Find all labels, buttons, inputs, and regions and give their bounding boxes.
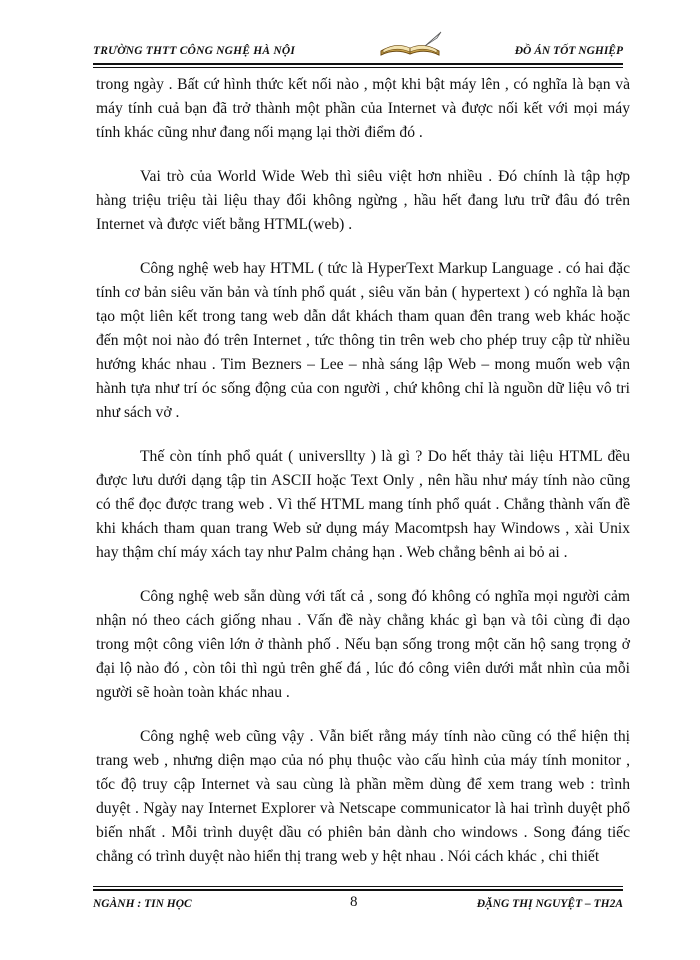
paragraph-3: Công nghệ web hay HTML ( tức là HyperText Markup Language . có hai đặc tính cơ bản siêu văn bản và tính phổ quát , siêu văn bản ( hypertext ) có nghĩa là bạn tạo một liên kết trong tang web dẫn dắt khách tham quan đên trang web khác hoặc đến một noi nào đó trên Internet , tức thông tin trên web cho phép truy cập từ nhiều hướng khác nhau . Tim Bezners – Lee – nhà sáng lập Web – mong muốn web vận hành tựa như trí óc sống động của con người , chứ không chỉ là nguồn dữ liệu vô tri như sách vở .	[96, 260, 630, 421]
footer-rule	[93, 889, 623, 891]
paragraph-4: Thế còn tính phổ quát ( universllty ) là gì ? Do hết thảy tài liệu HTML đều được lưu dưới dạng tập tin ASCII hoặc Text Only , nên hầu như máy tính nào cũng có thể đọc được trang web . Vì thế HTML mang tính phổ quát . Chẳng thành vấn đề khi khách tham quan trang Web sử dụng máy Macomtpsh hay Windows , xài Unix hay thậm chí máy xách tay như Palm chảng hạn . Web chẳng bênh ai bỏ ai .	[96, 448, 630, 561]
paragraph-1: trong ngày . Bất cứ hình thức kết nối nào , một khi bật máy lên , có nghĩa là bạn và máy tính cuả bạn đã trở thành một phần của Internet và được nối kết với mọi máy tính khác cũng như đang nối mạng lại thời điểm đó .	[96, 76, 630, 141]
paragraph-5: Công nghệ web sẵn dùng với tất cả , song đó không có nghĩa mọi người cảm nhận nó theo cách giống nhau . Vấn đề này chẳng khác gì bạn và tôi cùng đi dạo trong một công viên lớn ở thành phố . Nếu bạn sống trong một căn hộ sang trọng ở đại lộ nào đó , còn tôi thì ngủ trên ghế đá , lúc đó công viên dưới mắt nhìn của mỗi người sẽ hoàn toàn khác nhau .	[96, 588, 630, 701]
paragraph-6: Công nghệ web cũng vậy . Vẫn biết rằng máy tính nào cũng có thể hiện thị trang web , nhưng diện mạo của nó phụ thuộc vào cấu hình của máy tính monitor , tốc độ truy cập Internet và sau cùng là phần mềm dùng để xem trang web : trình duyệt . Ngày nay Internet Explorer và Netscape communicator là hai trình duyệt phổ biến nhất . Mỗi trình duyệt dầu có phiên bản dành cho windows . Song đáng tiếc chẳng có trình duyệt nào hiển thị trang web y hệt nhau . Nói cách khác , chi thiết	[96, 728, 630, 865]
footer-author: ĐẶNG THỊ NGUYỆT – TH2A	[476, 898, 623, 910]
header-school: TRƯỜNG THTT CÔNG NGHỆ HÀ NỘI	[93, 45, 296, 57]
footer-rule-thin	[93, 886, 623, 887]
paragraph-2: Vai trò của World Wide Web thì siêu việt hơn nhiều . Đó chính là tập hợp hàng triệu triệu tài liệu thay đổi không ngừng , hầu hết đang lưu trữ đâu đó trên Internet và được viết bằng HTML(web) .	[96, 168, 630, 233]
header-rule-thin	[93, 67, 623, 68]
body-text	[96, 73, 630, 889]
header-title: ĐỒ ÁN TỐT NGHIỆP	[514, 45, 623, 57]
page-number: 8	[350, 894, 358, 910]
header-rule	[93, 63, 623, 65]
open-book-quill-icon	[375, 29, 445, 61]
footer-major: NGÀNH : TIN HỌC	[93, 898, 192, 910]
page-header	[93, 37, 623, 63]
